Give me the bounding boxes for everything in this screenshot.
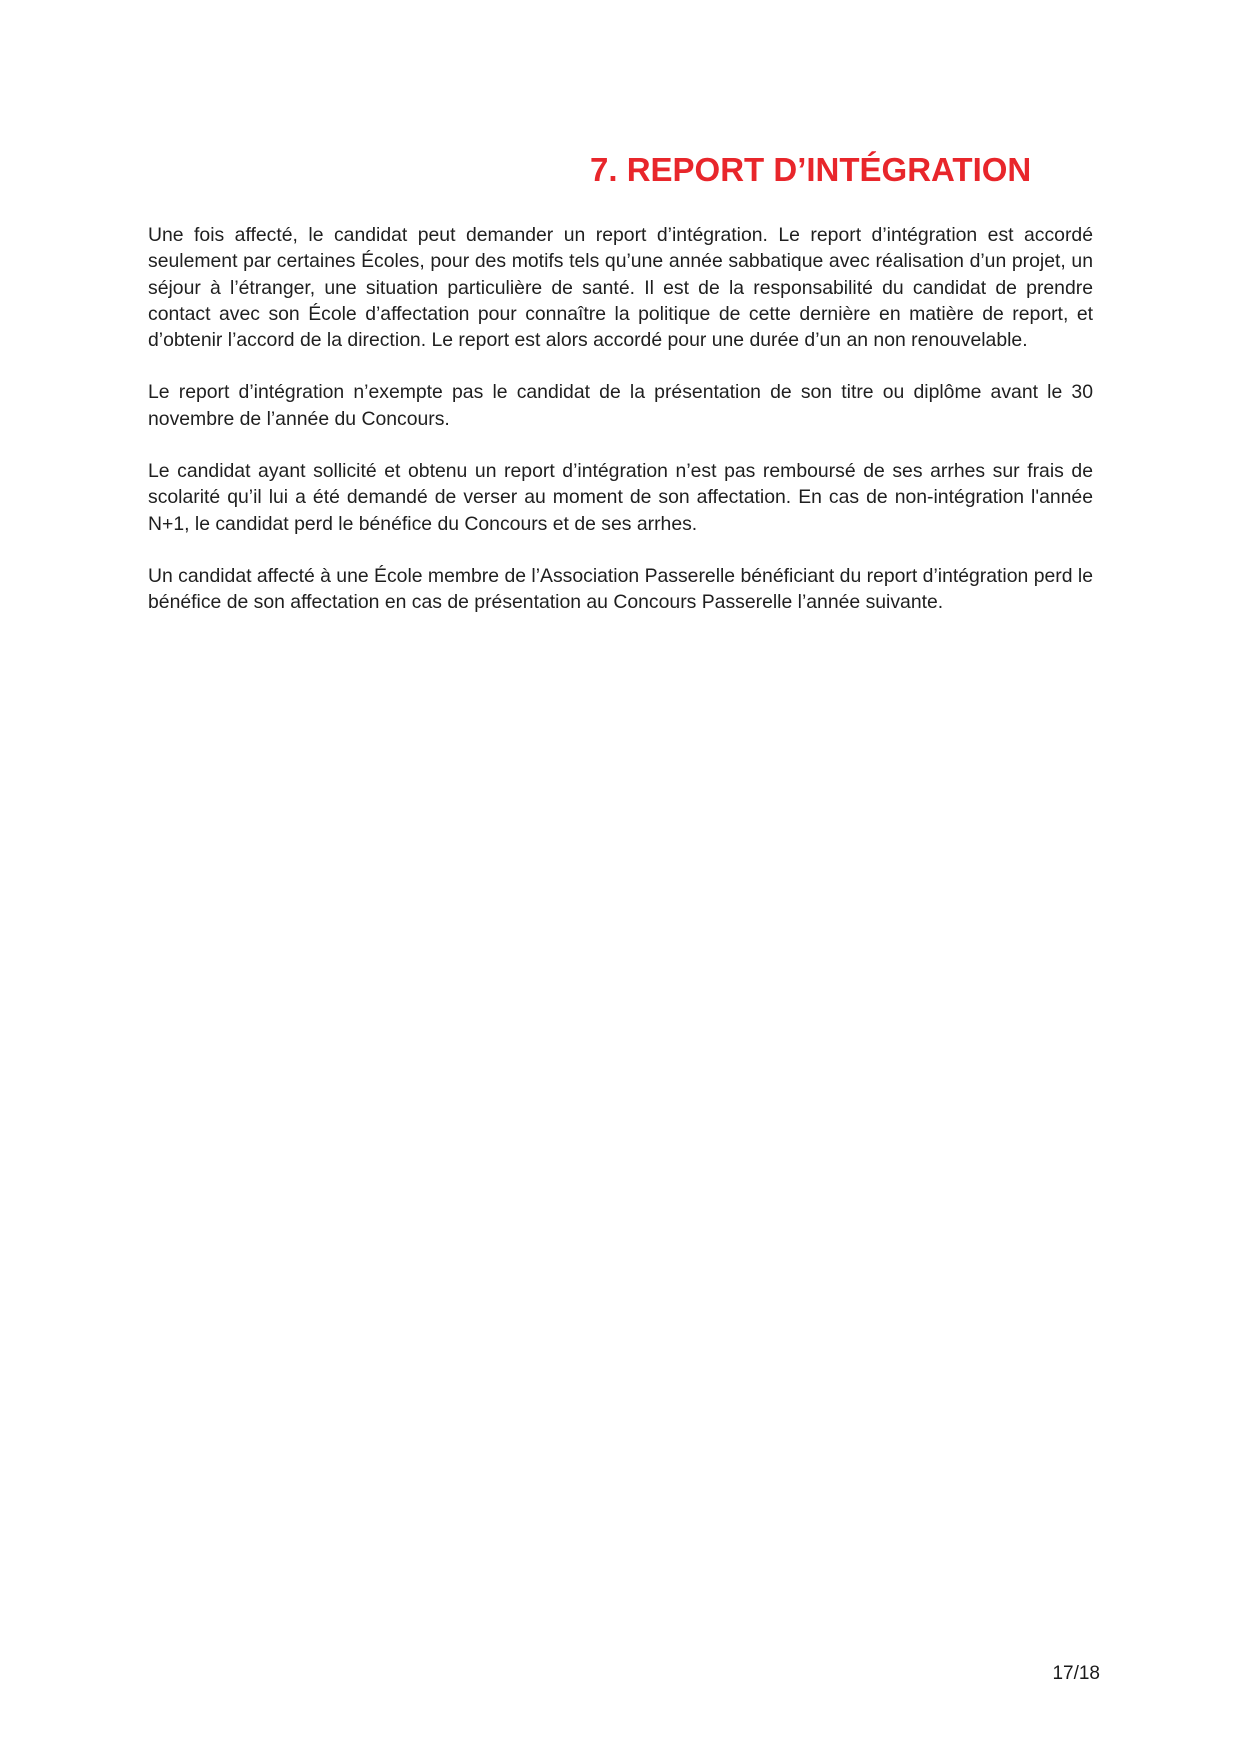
page-number: 17/18	[1052, 1663, 1100, 1684]
section-body	[148, 222, 1093, 642]
paragraph-diploma-deadline: Le report d’intégration n’exempte pas le candidat de la présentation de son titre ou diplôme avant le 30 novembre de l’année du Concours.	[148, 381, 1093, 430]
paragraph-deposit-refund: Le candidat ayant sollicité et obtenu un report d’intégration n’est pas remboursé de ses arrhes sur frais de scolarité qu’il lui a été demandé de verser au moment de son affectation. En cas de non-intégration l'année N+1, le candidat perd le bénéfice du Concours et de ses arrhes.	[148, 460, 1093, 535]
paragraph-report-conditions: Une fois affecté, le candidat peut demander un report d’intégration. Le report d’intégration est accordé seulement par certaines Écoles, pour des motifs tels qu’une année sabbatique avec réalisation d’un projet, un séjour à l’étranger, une situation particulière de santé. Il est de la responsabilité du candidat de prendre contact avec son École d’affectation pour connaître la politique de cette dernière en matière de report, et d’obtenir l’accord de la direction. Le report est alors accordé pour une durée d’un an non renouvelable.	[148, 224, 1093, 352]
section-title: 7. REPORT D’INTÉGRATION	[590, 151, 1032, 188]
paragraph-passerelle-rule: Un candidat affecté à une École membre de l’Association Passerelle bénéficiant du report d’intégration perd le bénéfice de son affectation en cas de présentation au Concours Passerelle l’année suivante.	[148, 564, 1093, 614]
